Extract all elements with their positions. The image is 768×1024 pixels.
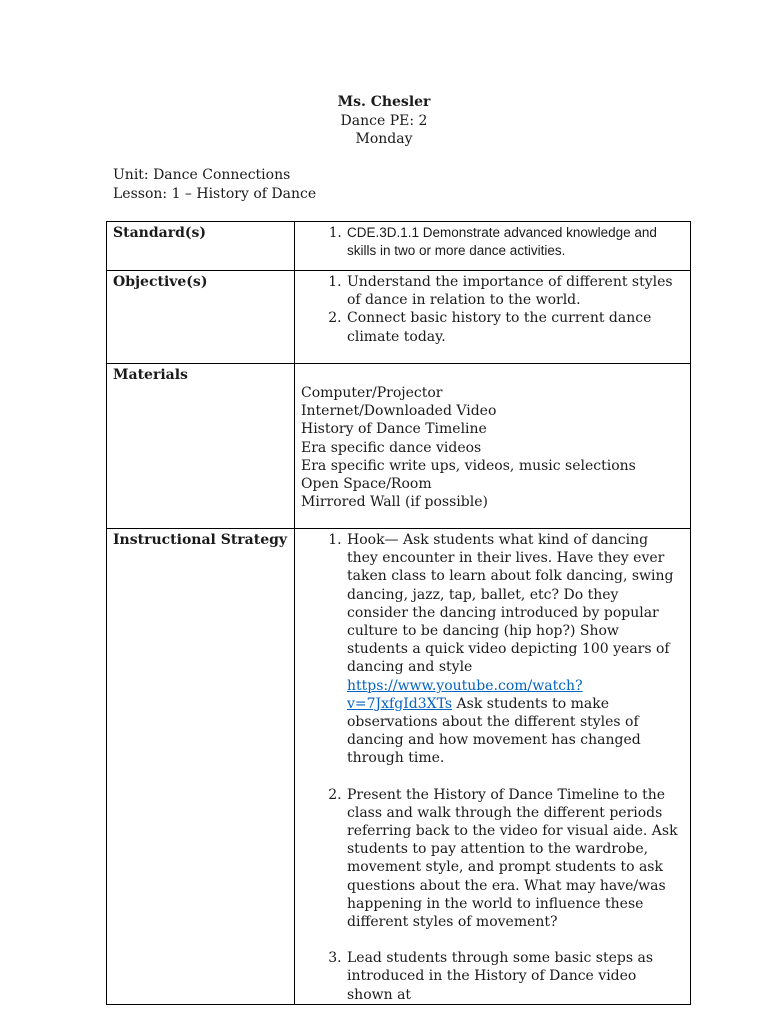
strategy-item-timeline: 2. Present the History of Dance Timeline to the class and walk through the different periods referring back to the video for visual aide. Ask students to pay attention to the wardrobe, movement style, and prompt students to ask questions about the era. What may have/was happening in the world to influence these different styles of movement? [346,786,682,932]
strategy-row [107,529,691,1005]
strategy-item-steps: 3. Lead students through some basic steps as introduced in the History of Dance video shown at [346,949,682,1004]
material-item: Internet/Downloaded Video [301,403,497,420]
materials-row [107,364,691,529]
materials-list [295,364,690,511]
lesson-plan-table [106,221,691,1005]
standard-row [107,222,691,271]
objective-item: 1. Understand the importance of different styles of dance in relation to the world. [346,273,682,309]
materials-content [295,364,691,529]
material-item: History of Dance Timeline [301,421,487,438]
standard-list [295,224,690,260]
lesson-day: Monday [355,131,413,147]
standard-content [295,222,691,271]
strategy-list [295,531,690,1004]
standard-label: Standard(s) [107,222,295,271]
unit-info [113,166,316,204]
material-item: Mirrored Wall (if possible) [301,494,488,511]
standard-item: 1. CDE.3D.1.1 Demonstrate advanced knowledge and skills in two or more dance activities. [346,224,682,260]
course-name: Dance PE: 2 [340,112,428,129]
material-item: Era specific dance videos [301,439,482,456]
material-item: Era specific write ups, videos, music selections [301,457,636,474]
video-link[interactable]: https://www.youtube.com/watch?v=7JxfgId3XTs [347,677,583,712]
hook-followup-text: Ask students to make observations about the different styles of dancing and how movement has changed through time. [347,695,641,767]
unit-line: Unit: Dance Connections [113,167,291,183]
lesson-line: Lesson: 1 – History of Dance [113,186,317,202]
material-item: Open Space/Room [301,476,432,493]
objective-row [107,271,691,364]
objective-label: Objective(s) [107,271,295,364]
objective-content [295,271,691,364]
hook-text: Hook— Ask students what kind of dancing they encounter in their lives. Have they ever taken class to learn about folk dancing, swing dancing, jazz, tap, ballet, etc? Do they consider the dancing introduced by popular culture to be dancing (hip hop?) Show students a quick video depicting 100 years of dancing and style [347,532,674,676]
strategy-content [295,529,691,1005]
document-header [0,93,768,149]
strategy-label: Instructional Strategy [107,529,295,1005]
strategy-item-hook [346,531,682,768]
teacher-name: Ms. Chesler [337,94,431,110]
objective-list [295,273,690,346]
material-item: Computer/Projector [301,385,443,401]
materials-label: Materials [107,364,295,529]
objective-item: 2. Connect basic history to the current dance climate today. [346,309,682,345]
